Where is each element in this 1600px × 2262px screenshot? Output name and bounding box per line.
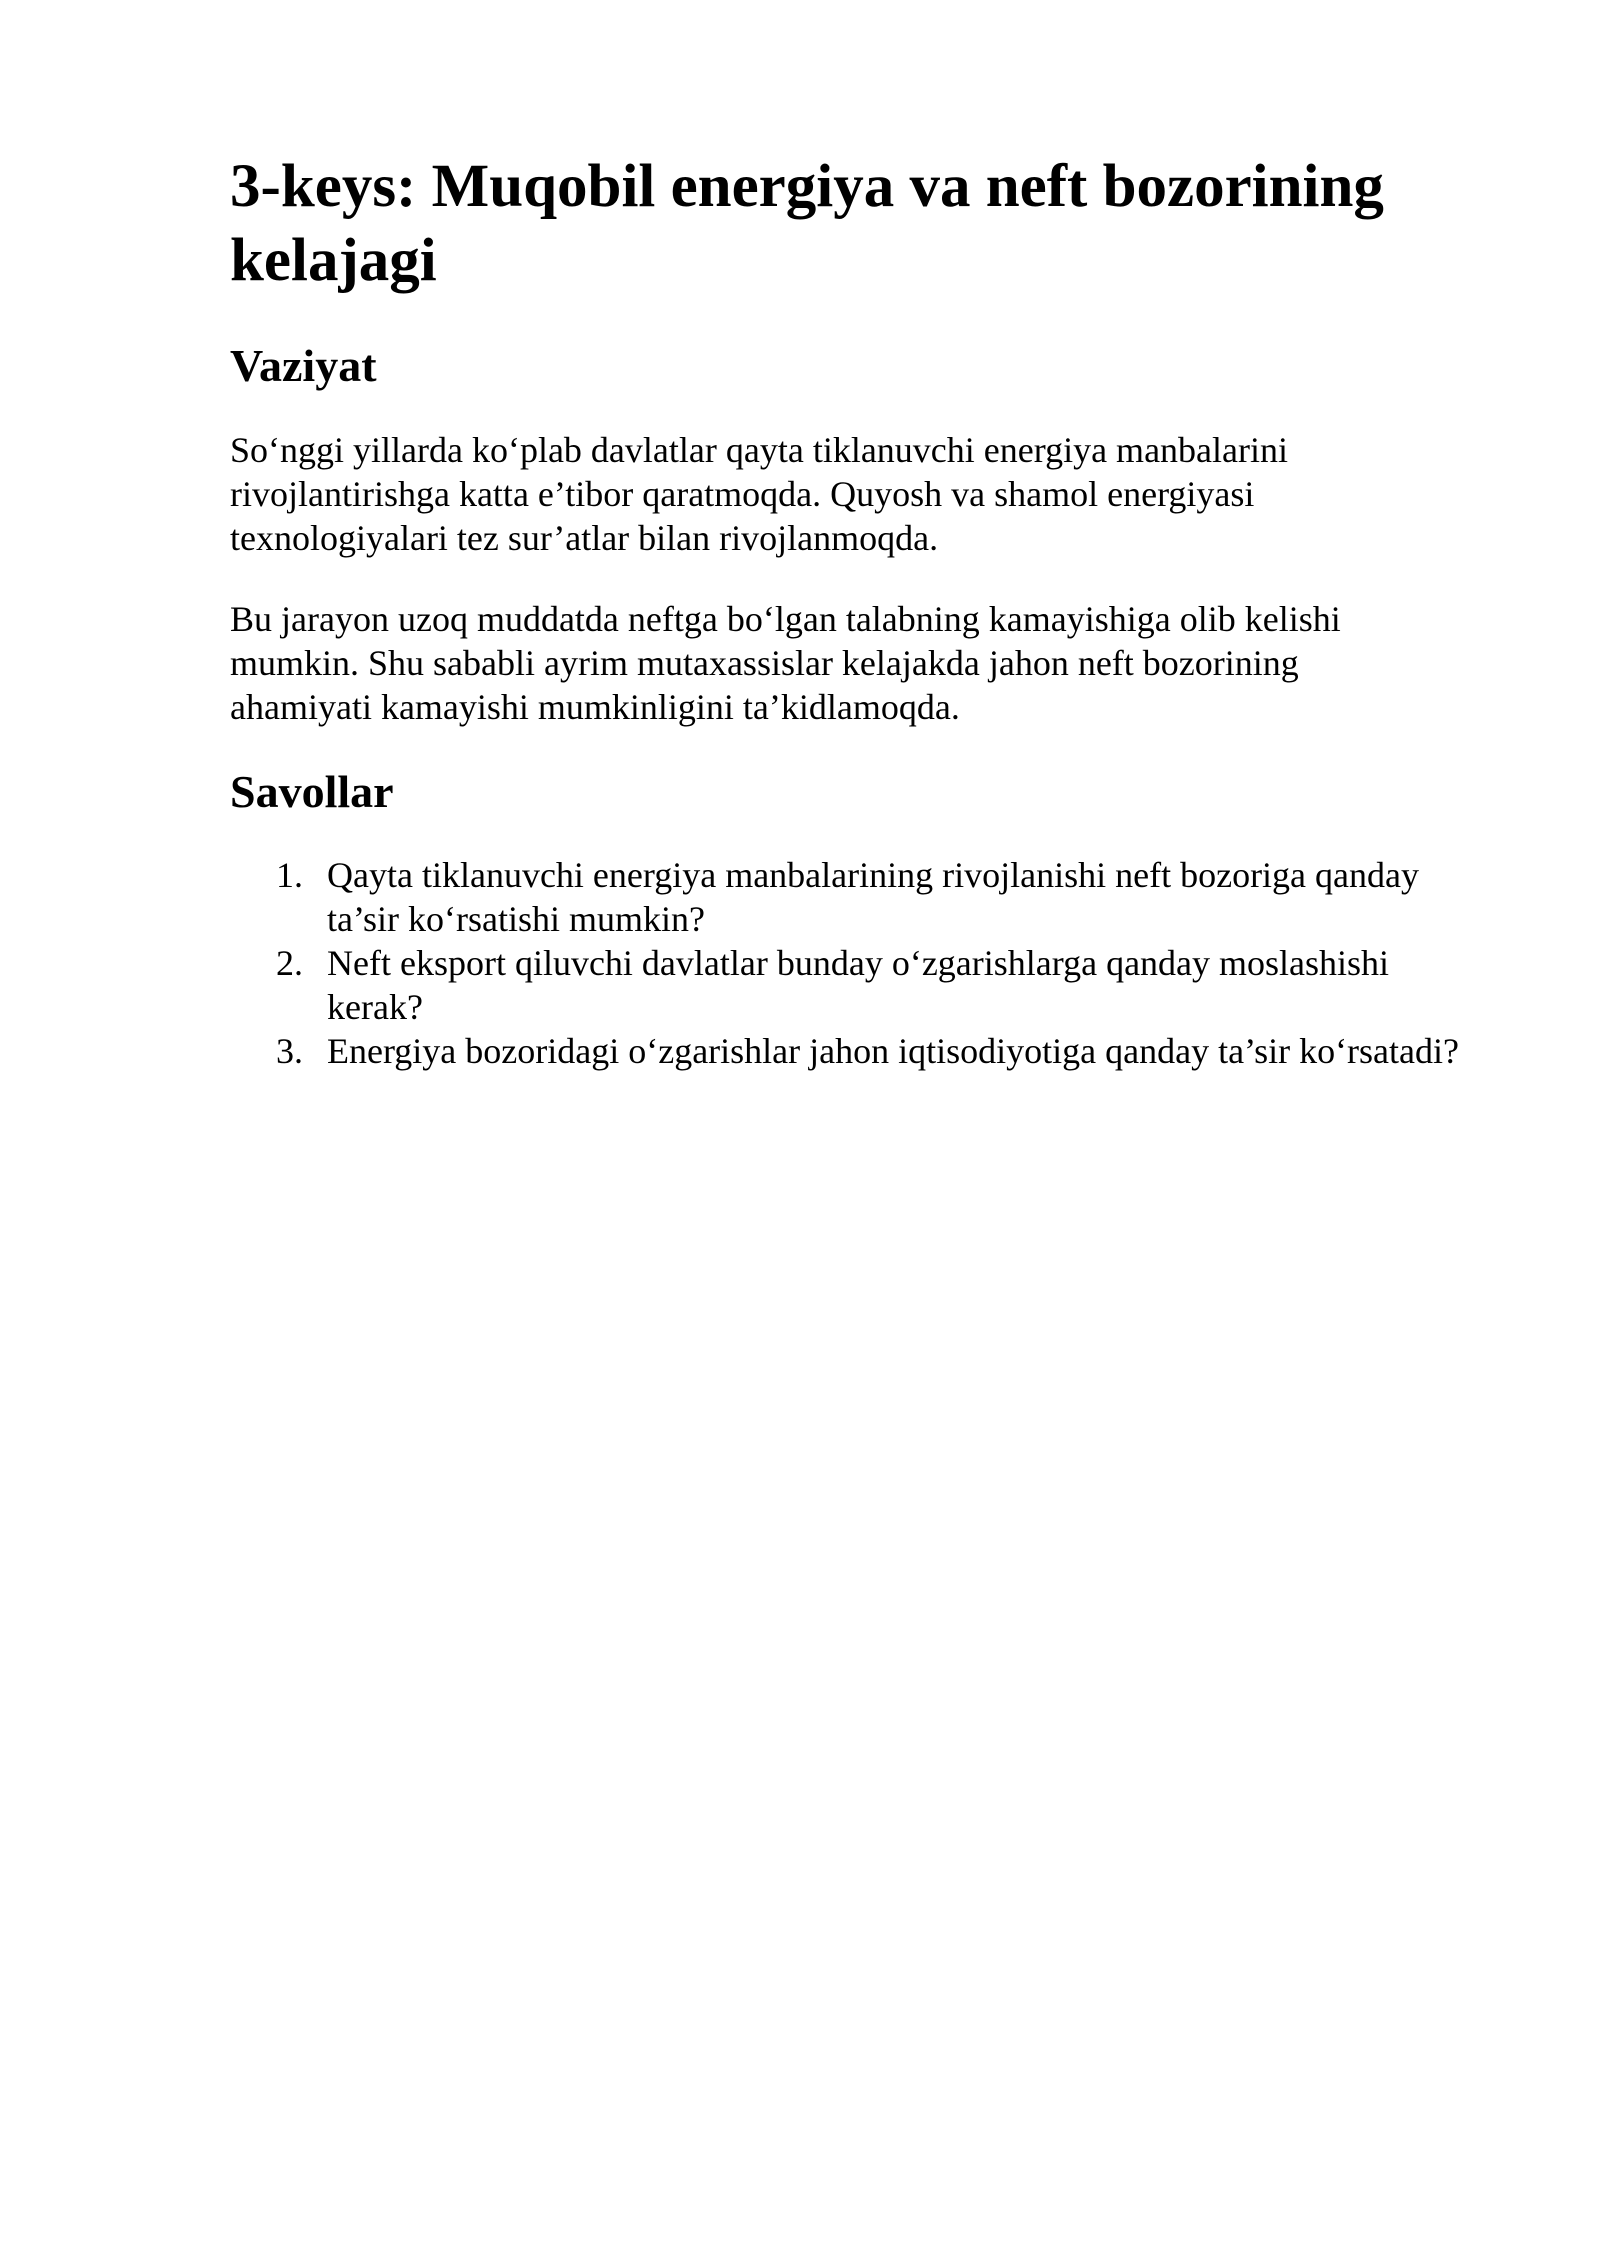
question-item <box>230 853 1480 941</box>
questions-heading: Savollar <box>230 766 394 817</box>
situation-paragraph: So‘nggi yillarda ko‘plab davlatlar qayta tiklanuvchi energiya manbalarini rivojlantirishga katta e’tibor qaratmoqda. Quyosh va shamol energiyasi texnologiyalari tez sur’atlar bilan rivojlanmoqda. <box>230 430 1288 558</box>
question-item <box>230 941 1480 1029</box>
question-text: Neft eksport qiluvchi davlatlar bunday o‘zgarishlarga qanday moslashishi kerak? <box>327 943 1390 1027</box>
question-number: 1. <box>276 855 303 895</box>
question-text: Energiya bozoridagi o‘zgarishlar jahon iqtisodiyotiga qanday ta’sir ko‘rsatadi? <box>327 1031 1459 1071</box>
situation-heading: Vaziyat <box>230 340 377 391</box>
question-number: 2. <box>276 943 303 983</box>
question-number: 3. <box>276 1031 303 1071</box>
situation-paragraph: Bu jarayon uzoq muddatda neftga bo‘lgan talabning kamayishiga olib kelishi mumkin. Shu sababli ayrim mutaxassislar kelajakda jahon neft bozorining ahamiyati kamayishi mumkinligini ta’kidlamoqda. <box>230 599 1341 727</box>
questions-list <box>230 853 1480 1073</box>
document-page <box>230 150 1480 1073</box>
question-text: Qayta tiklanuvchi energiya manbalarining rivojlanishi neft bozoriga qanday ta’sir ko‘rsatishi mumkin? <box>327 855 1419 939</box>
document-title: 3-keys: Muqobil energiya va neft bozorining kelajagi <box>230 153 1384 294</box>
question-item <box>230 1029 1480 1073</box>
